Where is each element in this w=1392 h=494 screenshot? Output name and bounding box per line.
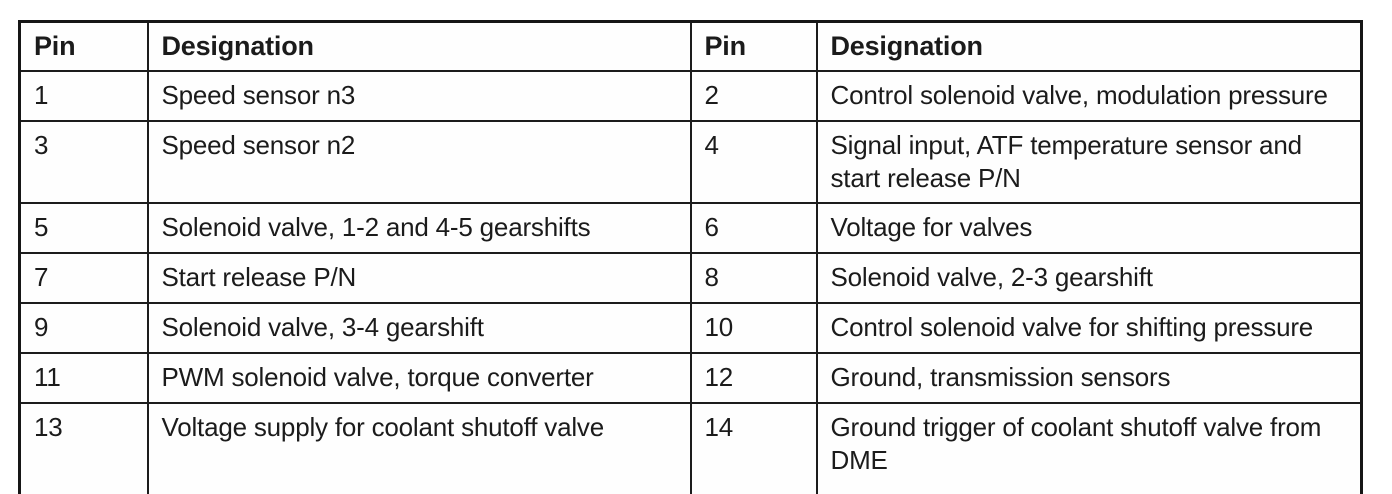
pin-cell: 8 xyxy=(691,253,817,303)
designation-cell: Solenoid valve, 1-2 and 4-5 gearshifts xyxy=(148,203,691,253)
table-row xyxy=(20,253,1362,303)
designation-cell: Voltage for valves xyxy=(817,203,1362,253)
column-header-designation-left: Designation xyxy=(148,22,691,72)
table-row xyxy=(20,353,1362,403)
designation-cell: Ground, transmission sensors xyxy=(817,353,1362,403)
pin-cell: 11 xyxy=(20,353,148,403)
pin-cell: 9 xyxy=(20,303,148,353)
pin-cell: 12 xyxy=(691,353,817,403)
pin-cell: 10 xyxy=(691,303,817,353)
designation-cell: Control solenoid valve for shifting pressure xyxy=(817,303,1362,353)
pin-cell: 4 xyxy=(691,121,817,203)
pin-cell: 2 xyxy=(691,71,817,121)
designation-cell: Speed sensor n2 xyxy=(148,121,691,203)
pin-assignment-table xyxy=(18,20,1363,494)
pin-cell: 13 xyxy=(20,403,148,494)
designation-cell: Ground trigger of coolant shutoff valve from DME xyxy=(817,403,1362,494)
designation-cell: Start release P/N xyxy=(148,253,691,303)
table-row xyxy=(20,121,1362,203)
column-header-pin-left: Pin xyxy=(20,22,148,72)
pin-cell: 3 xyxy=(20,121,148,203)
designation-cell: Speed sensor n3 xyxy=(148,71,691,121)
designation-cell: Voltage supply for coolant shutoff valve xyxy=(148,403,691,494)
designation-cell: Solenoid valve, 3-4 gearshift xyxy=(148,303,691,353)
pin-cell: 6 xyxy=(691,203,817,253)
pin-cell: 5 xyxy=(20,203,148,253)
table-row xyxy=(20,403,1362,494)
designation-cell: Solenoid valve, 2-3 gearshift xyxy=(817,253,1362,303)
table-row xyxy=(20,203,1362,253)
table-row xyxy=(20,303,1362,353)
pin-cell: 14 xyxy=(691,403,817,494)
pin-table-body xyxy=(20,71,1362,494)
table-row xyxy=(20,71,1362,121)
pin-cell: 1 xyxy=(20,71,148,121)
pin-cell: 7 xyxy=(20,253,148,303)
designation-cell: PWM solenoid valve, torque converter xyxy=(148,353,691,403)
column-header-designation-right: Designation xyxy=(817,22,1362,72)
column-header-pin-right: Pin xyxy=(691,22,817,72)
designation-cell: Control solenoid valve, modulation pressure xyxy=(817,71,1362,121)
table-header-row xyxy=(20,22,1362,72)
designation-cell: Signal input, ATF temperature sensor and start release P/N xyxy=(817,121,1362,203)
